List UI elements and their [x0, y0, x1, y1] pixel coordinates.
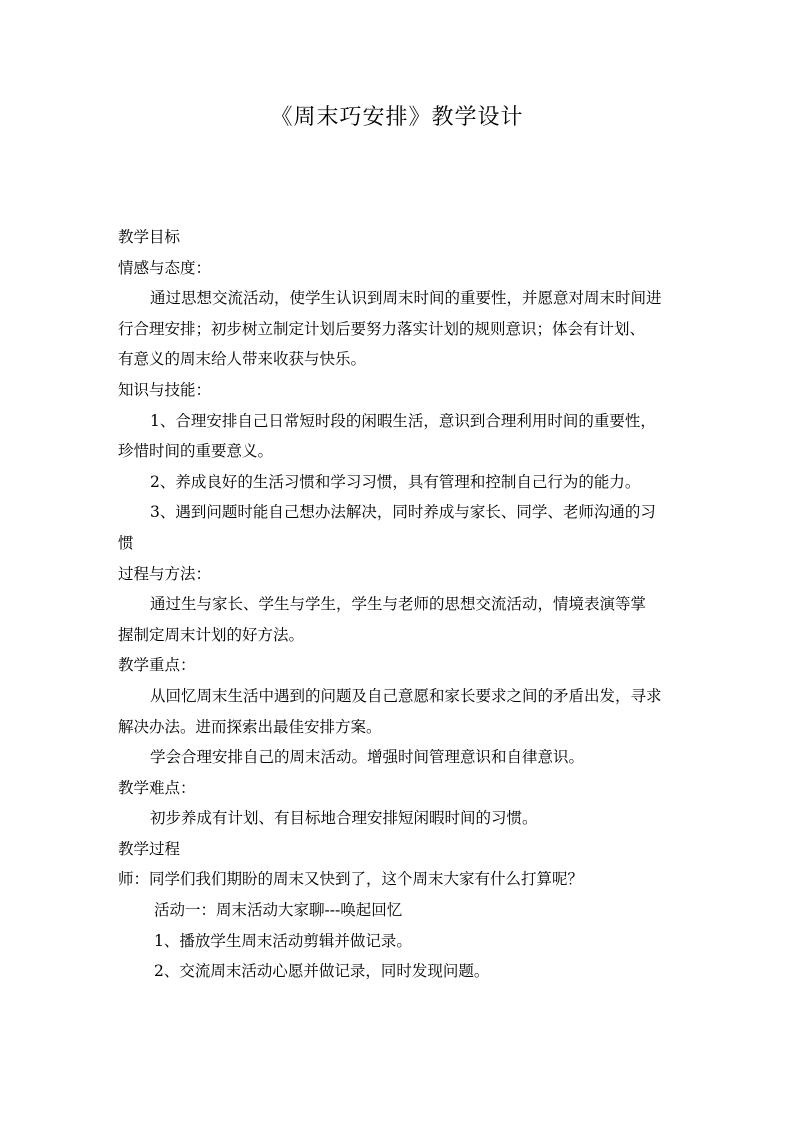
activity-heading: 活动一：周末活动大家聊---唤起回忆	[154, 901, 403, 920]
list-item: 3、遇到问题时能自己想办法解决，同时养成与家长、同学、老师沟通的习	[150, 503, 656, 522]
list-item: 2、养成良好的生活习惯和学习习惯，具有管理和控制自己行为的能力。	[150, 472, 641, 491]
document-title: 《周末巧安排》教学设计	[270, 105, 524, 130]
subsection-heading: 情感与态度：	[118, 258, 212, 277]
list-item-continuation: 惯	[118, 533, 134, 552]
paragraph-line: 握制定周末计划的好方法。	[118, 625, 305, 644]
paragraph-line: 解决办法。进而探索出最佳安排方案。	[118, 717, 382, 736]
paragraph-line: 通过生与家长、学生与学生，学生与老师的思想交流活动，情境表演等掌	[150, 595, 647, 614]
paragraph-line: 学会合理安排自己的周末活动。增强时间管理意识和自律意识。	[150, 748, 585, 767]
section-heading: 教学重点：	[118, 656, 196, 675]
paragraph-line: 从回忆周末生活中遇到的问题及自己意愿和家长要求之间的矛盾出发，寻求	[150, 686, 662, 705]
list-item: 1、合理安排自己日常短时段的闲暇生活，意识到合理利用时间的重要性，	[150, 411, 656, 430]
list-item: 1、播放学生周末活动剪辑并做记录。	[154, 931, 412, 950]
subsection-heading: 过程与方法：	[118, 564, 212, 583]
paragraph-line: 通过思想交流活动，使学生认识到周末时间的重要性，并愿意对周末时间进	[150, 289, 662, 308]
paragraph-line: 行合理安排；初步树立制定计划后要努力落实计划的规则意识；体会有计划、	[118, 319, 646, 338]
subsection-heading: 知识与技能：	[118, 380, 212, 399]
document-body	[118, 222, 678, 987]
list-item-continuation: 珍惜时间的重要意义。	[118, 442, 274, 461]
list-item: 2、交流周末活动心愿并做记录，同时发现问题。	[154, 962, 490, 981]
paragraph-line: 初步养成有计划、有目标地合理安排短闲暇时间的习惯。	[150, 809, 538, 828]
section-heading: 教学难点：	[118, 778, 196, 797]
teacher-line: 师：同学们我们期盼的周末又快到了，这个周末大家有什么打算呢？	[118, 870, 584, 889]
paragraph-line: 有意义的周末给人带来收获与快乐。	[118, 350, 367, 369]
section-heading: 教学目标	[118, 228, 181, 246]
section-heading: 教学过程	[118, 839, 181, 858]
